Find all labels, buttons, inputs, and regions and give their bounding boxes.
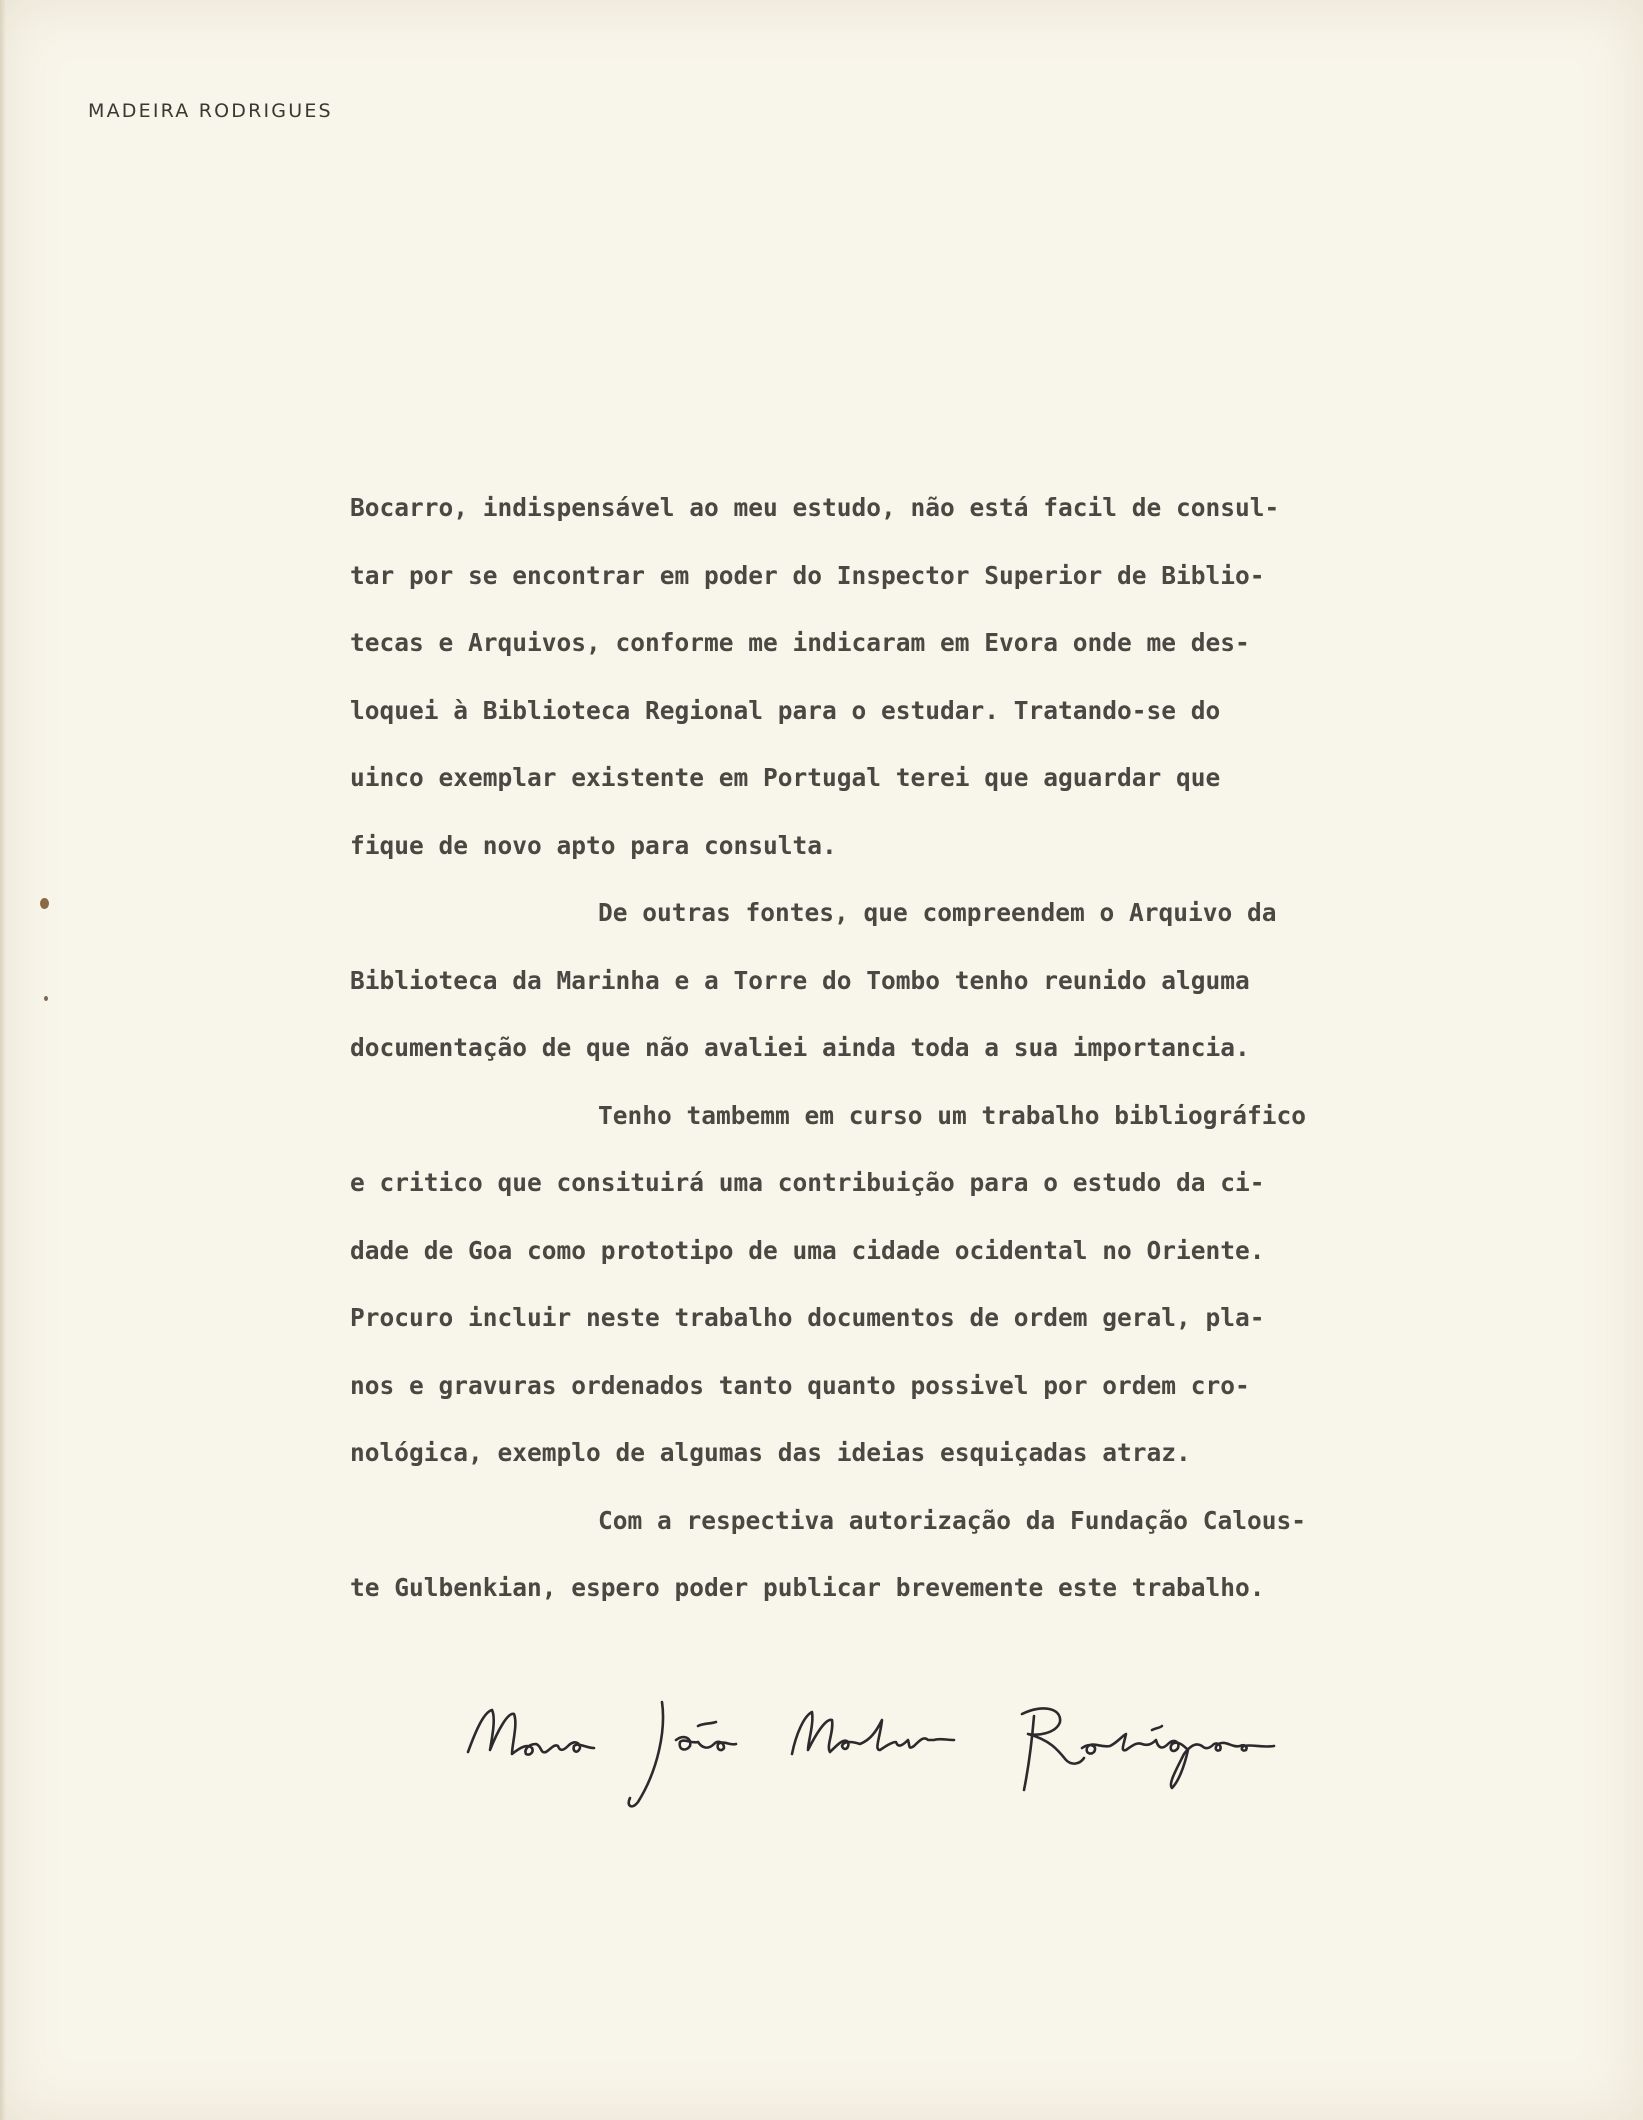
page-edge-shadow [0, 0, 6, 2120]
body-line: nológica, exemplo de algumas das ideias esquiçadas atraz. [350, 1438, 1191, 1467]
paper-speck [40, 898, 49, 909]
letterhead-name: MADEIRA RODRIGUES [88, 100, 333, 122]
handwritten-signature [462, 1690, 1322, 1820]
body-line: documentação de que não avaliei ainda toda a sua importancia. [350, 1033, 1250, 1062]
body-line: Biblioteca da Marinha e a Torre do Tombo tenho reunido alguma [350, 965, 1250, 995]
body-line-indented: Com a respectiva autorização da Fundação Calous- [598, 1505, 1307, 1535]
body-line: loquei à Biblioteca Regional para o estudar. Tratando-se do [350, 695, 1221, 725]
letter-body [350, 474, 1480, 1622]
body-line: uinco exemplar existente em Portugal terei que aguardar que [350, 763, 1221, 792]
body-line: fique de novo apto para consulta. [350, 830, 837, 860]
body-line: Procuro incluir neste trabalho documentos de ordem geral, pla- [350, 1303, 1265, 1332]
body-line: e critico que consituirá uma contribuição para o estudo da ci- [350, 1168, 1265, 1197]
body-line: dade de Goa como prototipo de uma cidade ocidental no Oriente. [350, 1235, 1265, 1265]
body-line-indented: De outras fontes, que compreendem o Arquivo da [598, 898, 1277, 927]
body-line: nos e gravuras ordenados tanto quanto possivel por ordem cro- [350, 1370, 1250, 1400]
body-line: tecas e Arquivos, conforme me indicaram em Evora onde me des- [350, 628, 1250, 657]
body-line: Bocarro, indispensável ao meu estudo, não está facil de consul- [350, 493, 1280, 522]
body-line: tar por se encontrar em poder do Inspector Superior de Biblio- [350, 560, 1265, 590]
body-line: te Gulbenkian, espero poder publicar brevemente este trabalho. [350, 1573, 1265, 1602]
paper-speck [44, 996, 48, 1001]
body-line-indented: Tenho tambemm em curso um trabalho bibliográfico [598, 1100, 1307, 1130]
